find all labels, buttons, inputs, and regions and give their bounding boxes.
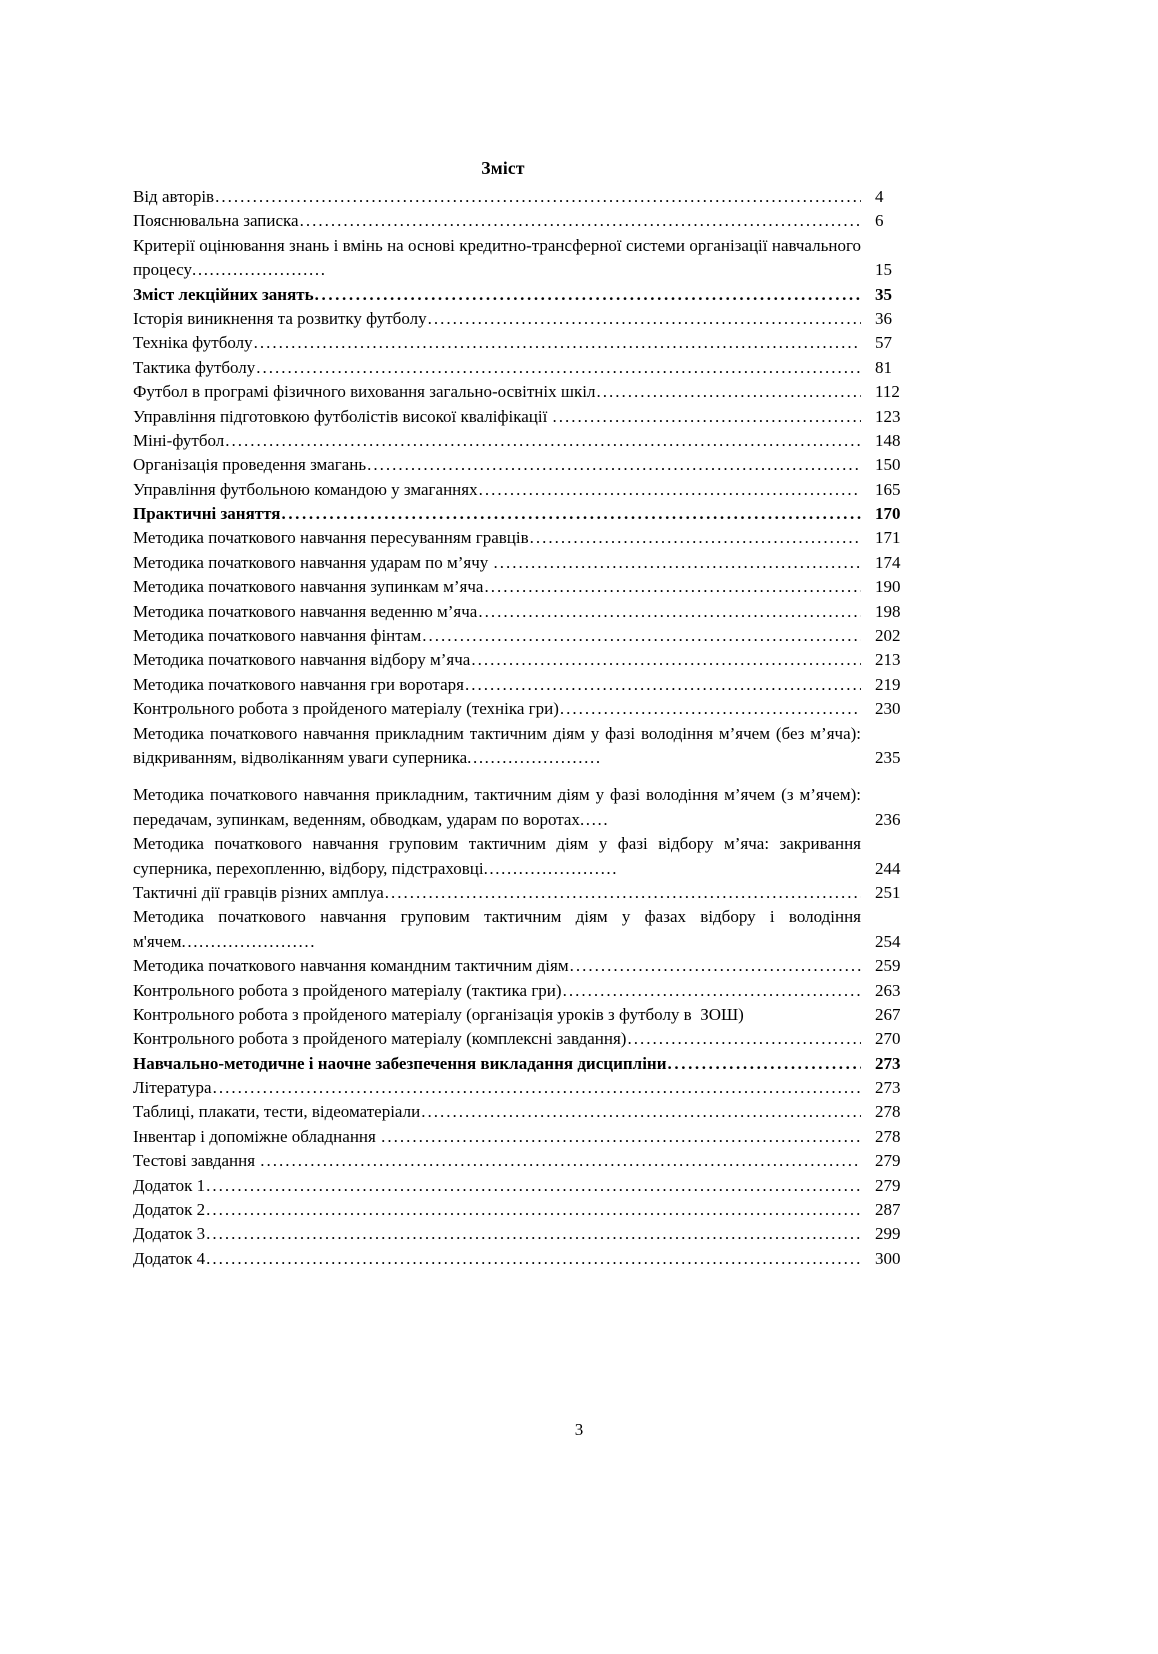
toc-entry-body: [133, 551, 861, 575]
toc-entry-body: [133, 209, 861, 233]
dot-leader: [256, 356, 861, 380]
toc-page-number: 123: [875, 406, 901, 426]
dot-leader: [421, 1100, 861, 1124]
dot-leader: [471, 648, 861, 672]
toc-entry[interactable]: [133, 979, 933, 1003]
toc-entry[interactable]: [133, 478, 933, 502]
toc-entry[interactable]: [133, 624, 933, 648]
toc-page-number: 273: [875, 1078, 901, 1098]
toc-entry-text: Футбол в програмі фізичного виховання загально-освітніх шкіл: [133, 382, 596, 402]
toc-entry[interactable]: [133, 1198, 933, 1222]
toc-entry-body: [133, 648, 861, 672]
toc-page-number: 279: [875, 1175, 901, 1195]
toc-entry[interactable]: [133, 1125, 933, 1149]
toc-entry-text: Тактика футболу: [133, 357, 256, 377]
toc-entry-text: Міні-футбол: [133, 430, 225, 450]
toc-page-number: 244: [875, 858, 901, 878]
toc-entry-body: [133, 832, 861, 881]
toc-page-number: 4: [875, 187, 884, 206]
dot-leader: [596, 380, 861, 404]
toc-entry-text: Методика початкового навчання веденню м’яча: [133, 601, 478, 621]
toc-entry[interactable]: [133, 954, 933, 978]
toc-entry-body: [133, 526, 861, 550]
toc-page-number: 36: [875, 308, 892, 328]
toc-entry-body: [133, 453, 861, 477]
toc-page-number: 279: [875, 1151, 901, 1171]
toc-entry-body: [133, 1125, 861, 1149]
toc-entry-body: [133, 624, 861, 648]
toc-page-number: 171: [875, 528, 901, 548]
toc-entry[interactable]: [133, 1247, 933, 1271]
toc-entry-text: Пояснювальна записка: [133, 211, 299, 231]
toc-entry-body: [133, 331, 861, 355]
toc-entry-body: [133, 722, 861, 771]
toc-page-number: 251: [875, 882, 901, 902]
toc-entry-body: [133, 1198, 861, 1222]
toc-entry[interactable]: [133, 673, 933, 697]
toc-entry-text: Методика початкового навчання фінтам: [133, 626, 422, 646]
dot-leader: [570, 954, 861, 978]
dot-leader: [668, 1052, 861, 1076]
toc-entry[interactable]: [133, 881, 933, 905]
toc-page-number: 270: [875, 1029, 901, 1049]
toc-entry[interactable]: [133, 331, 933, 355]
dot-leader: [281, 502, 861, 526]
toc-entry[interactable]: [133, 234, 933, 283]
toc-entry-text: Методика початкового навчання пересуванням гравців: [133, 528, 529, 548]
toc-entry-body: [133, 881, 861, 905]
toc-entry[interactable]: [133, 1003, 933, 1027]
toc-entry-body: [133, 1247, 861, 1271]
toc-entry-text: Управління підготовкою футболістів високої кваліфікації: [133, 406, 552, 426]
toc-page-number: 165: [875, 479, 901, 499]
dot-leader: [213, 1076, 861, 1100]
toc-entry-text: Тактичні дії гравців різних амплуа: [133, 882, 384, 902]
toc-entry-text: Додаток 4: [133, 1248, 206, 1268]
toc-entry-text: Методика початкового навчання зупинкам м’яча: [133, 577, 484, 597]
toc-entry-body: [133, 1149, 861, 1173]
toc-entry[interactable]: [133, 502, 933, 526]
toc-entry[interactable]: [133, 185, 933, 209]
toc-entry-body: [133, 783, 861, 832]
toc-entry-body: [133, 1174, 861, 1198]
toc-entry[interactable]: [133, 209, 933, 233]
toc-entry-text: Контрольного робота з пройденого матеріалу (тактика гри): [133, 980, 562, 1000]
toc-page-number: 219: [875, 674, 901, 694]
toc-entry[interactable]: [133, 429, 933, 453]
toc-entry-text: Інвентар і допоміжне обладнання: [133, 1126, 381, 1146]
toc-entry-body: [133, 697, 861, 721]
toc-entry-body: [133, 575, 861, 599]
dot-leader: [422, 624, 861, 648]
toc-page-number: 278: [875, 1126, 901, 1146]
toc-entry-text: Управління футбольною командою у змаганнях: [133, 479, 478, 499]
dot-leader: [225, 429, 861, 453]
toc-page-number: 35: [875, 284, 892, 304]
toc-entry-text: Методика початкового навчання командним тактичним діям: [133, 956, 569, 976]
toc-entry[interactable]: [133, 356, 933, 380]
toc-page-number: 112: [875, 382, 900, 402]
toc-entry-text: Тестові завдання: [133, 1151, 260, 1171]
dot-leader: [553, 405, 861, 429]
toc-entry-body: [133, 429, 861, 453]
dot-leader: [215, 185, 861, 209]
dot-leader: [206, 1198, 861, 1222]
toc-page-number: 213: [875, 650, 901, 670]
toc-entry-text: Техніка футболу: [133, 333, 253, 353]
dot-leader: [465, 673, 861, 697]
toc-page-number: 299: [875, 1224, 901, 1244]
dot-leader: [478, 600, 861, 624]
dot-leader: [484, 575, 861, 599]
toc-entry[interactable]: [133, 697, 933, 721]
dot-leader: [315, 283, 861, 307]
dot-leader: [479, 478, 861, 502]
toc-entry-list: [133, 185, 933, 1271]
toc-page-number: 202: [875, 626, 901, 646]
toc-entry[interactable]: [133, 905, 933, 954]
toc-page-number: 236: [875, 809, 901, 829]
toc-page-number: 278: [875, 1102, 901, 1122]
toc-entry[interactable]: [133, 1052, 933, 1076]
toc-entry-text: Методика початкового навчання гри воротаря: [133, 674, 464, 694]
toc-entry-body: [133, 1027, 861, 1051]
dot-leader: .......................: [181, 931, 317, 951]
toc-entry[interactable]: [133, 1100, 933, 1124]
dot-leader: [494, 551, 862, 575]
toc-page-number: 267: [875, 1004, 901, 1024]
toc-entry[interactable]: [133, 1174, 933, 1198]
toc-entry-text: Додаток 3: [133, 1224, 206, 1244]
toc-page-number: 235: [875, 747, 901, 767]
toc-page-number: 254: [875, 931, 901, 951]
toc-entry[interactable]: [133, 600, 933, 624]
toc-page-number: 259: [875, 956, 901, 976]
toc-page-number: 287: [875, 1200, 901, 1220]
toc-entry-body: [133, 979, 861, 1003]
entry-spacer: [133, 770, 933, 783]
toc-page-number: 150: [875, 455, 901, 475]
toc-page-number: 170: [875, 504, 901, 524]
dot-leader: .......................: [192, 260, 327, 280]
toc-entry[interactable]: [133, 783, 933, 832]
toc-page-number: 6: [875, 211, 884, 231]
toc-entry-text: Додаток 2: [133, 1200, 206, 1220]
dot-leader: [560, 697, 861, 721]
dot-leader: [428, 307, 861, 331]
toc-entry-body: [133, 478, 861, 502]
toc-entry[interactable]: [133, 526, 933, 550]
toc-entry-text: Організація проведення змагань: [133, 455, 367, 475]
dot-leader: [530, 526, 861, 550]
toc-page-number: 148: [875, 430, 901, 450]
toc-entry-body: [133, 356, 861, 380]
dot-leader: [300, 209, 861, 233]
toc-entry-body: [133, 380, 861, 404]
toc-entry-text: Контрольного робота з пройденого матеріалу (техніка гри): [133, 699, 559, 719]
toc-entry-text: Від авторів: [133, 187, 215, 206]
toc-entry-text: Методика початкового навчання відбору м’яча: [133, 650, 471, 670]
toc-entry-text: Навчально-методичне і наочне забезпечення викладання дисципліни: [133, 1053, 667, 1073]
toc-entry-body: [133, 673, 861, 697]
toc-entry-text: Контрольного робота з пройденого матеріалу (комплексні завдання): [133, 1029, 627, 1049]
toc-entry-body: [133, 185, 861, 209]
toc-page-number: 174: [875, 552, 901, 572]
dot-leader: .......................: [467, 747, 602, 767]
toc-entry-text: Зміст лекційних занять: [133, 284, 314, 304]
toc-entry-text: Методика початкового навчання прикладним тактичним діям у фазі володіння м’ячем (без м’яча): відкриванням, відволіканням уваги суперника.......................: [133, 723, 861, 767]
toc-entry-body: [133, 600, 861, 624]
toc-entry[interactable]: [133, 1149, 933, 1173]
dot-leader: [206, 1174, 861, 1198]
dot-leader: [260, 1149, 861, 1173]
toc-entry[interactable]: [133, 832, 933, 881]
toc-entry-body: [133, 405, 861, 429]
toc-entry-text: Додаток 1: [133, 1175, 206, 1195]
toc-page-number: 263: [875, 980, 901, 1000]
page-folio: 3: [574, 1420, 584, 1439]
toc-page-number: 57: [875, 333, 892, 353]
dot-leader: [381, 1125, 861, 1149]
dot-leader: [385, 881, 861, 905]
toc-page-number: 81: [875, 357, 892, 377]
toc-entry[interactable]: [133, 307, 933, 331]
toc-entry[interactable]: [133, 405, 933, 429]
toc-entry-text: Методика початкового навчання груповим тактичним діям у фазах відбору і володіння м'ячем.......................: [133, 907, 861, 951]
toc-entry-body: [133, 234, 861, 283]
toc-entry[interactable]: [133, 551, 933, 575]
toc-entry-text: Контрольного робота з пройденого матеріалу (організація уроків з футболу в ЗОШ): [133, 1004, 744, 1024]
toc-entry-body: [133, 1052, 861, 1076]
toc-entry-text: Історія виникнення та розвитку футболу: [133, 308, 427, 328]
toc-page-number: 273: [875, 1053, 901, 1073]
dot-leader: .......................: [483, 858, 619, 878]
toc-page-number: 230: [875, 699, 901, 719]
toc-entry[interactable]: [133, 722, 933, 771]
toc-entry-text: Таблиці, плакати, тести, відеоматеріали: [133, 1102, 421, 1122]
toc-entry[interactable]: [133, 1222, 933, 1246]
toc-entry-body: [133, 307, 861, 331]
dot-leader: [206, 1222, 861, 1246]
toc-entry-text: Література: [133, 1078, 212, 1098]
toc-entry-text: Методика початкового навчання прикладним, тактичним діям у фазі володіння м’ячем (з м’ячем): передачам, зупинкам, веденням, обводкам, ударам по воротах.....: [133, 785, 861, 829]
toc-entry-body: [133, 1222, 861, 1246]
toc-entry-text: Методика початкового навчання ударам по м’ячу: [133, 552, 493, 572]
toc-entry-text: Практичні заняття: [133, 504, 281, 524]
toc-entry-body: [133, 1076, 861, 1100]
toc-entry[interactable]: [133, 1027, 933, 1051]
dot-leader: [563, 979, 861, 1003]
toc-page-number: 198: [875, 601, 901, 621]
dot-leader: .....: [579, 809, 610, 829]
toc-entry-text: Методика початкового навчання груповим тактичним діям у фазі відбору м’яча: закривання суперника, перехопленню, відбору, підстраховці.......................: [133, 834, 861, 878]
toc-entry-body: [133, 1003, 861, 1027]
toc-entry[interactable]: [133, 648, 933, 672]
dot-leader: [367, 453, 861, 477]
toc-entry-body: [133, 502, 861, 526]
page-title: Зміст: [481, 158, 525, 178]
dot-leader: [206, 1247, 861, 1271]
toc-entry[interactable]: [133, 453, 933, 477]
toc-page-number: 190: [875, 577, 901, 597]
toc-entry[interactable]: [133, 1076, 933, 1100]
toc-entry[interactable]: [133, 380, 933, 404]
toc-page-number: 300: [875, 1248, 901, 1268]
toc-entry-text: Критерії оцінювання знань і вмінь на основі кредитно-трансферної системи організації навчального процесу.......................: [133, 235, 861, 280]
dot-leader: [627, 1027, 861, 1051]
toc-entry[interactable]: [133, 283, 933, 307]
toc-entry-body: [133, 283, 861, 307]
toc-entry-body: [133, 905, 861, 954]
toc-entry-body: [133, 1100, 861, 1124]
toc-container: [133, 158, 933, 1271]
toc-entry-body: [133, 954, 861, 978]
toc-page-number: 15: [875, 260, 892, 280]
toc-entry[interactable]: [133, 575, 933, 599]
dot-leader: [254, 331, 861, 355]
